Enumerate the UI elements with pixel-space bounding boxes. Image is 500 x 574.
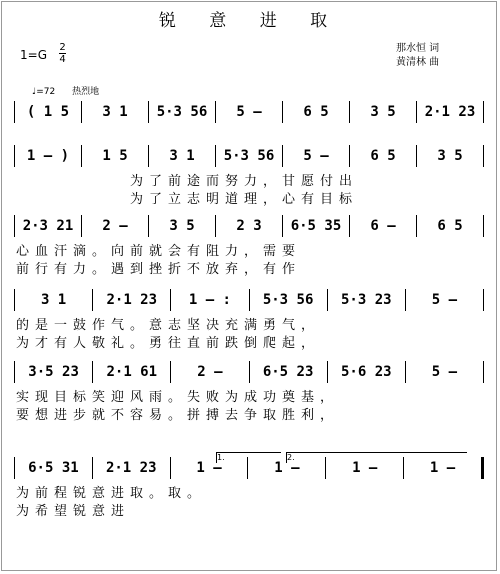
measure: 3 1: [102, 104, 128, 120]
lyric-line: 要想进步就不容易。拼搏去争取胜利，: [16, 408, 340, 423]
measure: 1 – ): [26, 148, 70, 164]
measure: 5·3 56: [262, 292, 314, 308]
volta-second: [286, 452, 467, 463]
measure: 5 –: [431, 292, 458, 308]
measure: 1 – :: [188, 292, 231, 308]
measure: ( 1 5: [26, 104, 70, 120]
notation-line: [14, 100, 484, 124]
notation-line: [14, 144, 484, 168]
volta-second-label: 2.: [287, 453, 295, 462]
measure: 6 5: [370, 148, 396, 164]
composer-credit: 黄清林 曲: [396, 57, 440, 68]
measure: 2 3: [236, 218, 262, 234]
barline: [483, 361, 484, 383]
measure: 5 –: [236, 104, 262, 120]
credits: [396, 42, 439, 70]
measure: 6·5 35: [290, 218, 342, 234]
measure: 5·6 23: [340, 364, 392, 380]
measure: 5·3 56: [223, 148, 275, 164]
time-top: 2: [59, 42, 66, 53]
tempo-mark: ♩=72: [32, 87, 56, 97]
measure: 3 1: [169, 148, 195, 164]
measure: 2·3 21: [22, 218, 74, 234]
score-row: [14, 214, 484, 238]
volta-first-label: 1.: [217, 453, 225, 462]
lyric-line: 为了立志明道理，心有目标: [130, 192, 359, 207]
measure: 6·5 23: [262, 364, 314, 380]
lyric-line: 为希望锐意进: [16, 504, 131, 519]
measure: 3 5: [437, 148, 463, 164]
measure: 2·1 23: [105, 460, 157, 476]
song-title: 锐 意 进 取: [158, 11, 342, 31]
measure: 1 –: [352, 460, 378, 476]
measure: 2 –: [197, 364, 223, 380]
measure: 5 –: [303, 148, 329, 164]
time-signature: [59, 43, 66, 64]
measure: 3 5: [169, 218, 195, 234]
lyric-line: 为前程锐意进取。取。: [16, 486, 207, 501]
barline: [483, 101, 484, 123]
measure: 2·1 23: [106, 292, 158, 308]
barline: [483, 289, 484, 311]
measure: 6 –: [370, 218, 396, 234]
measure: 5·3 56: [156, 104, 208, 120]
measure: 3 1: [40, 292, 67, 308]
tempo-marking: [32, 84, 99, 97]
measure: 2·1 23: [424, 104, 476, 120]
measure: 2 –: [102, 218, 128, 234]
measure: 6 5: [437, 218, 463, 234]
measure: 6·5 31: [28, 460, 79, 476]
lyric-line: 的是一鼓作气。意志坚决充满勇气，: [16, 318, 321, 333]
score-row: [14, 360, 484, 384]
expression-mark: 热烈地: [72, 87, 100, 97]
measure: 6 5: [303, 104, 329, 120]
score-row: [14, 144, 484, 168]
measure: 1 –: [429, 460, 456, 476]
barline: [481, 457, 484, 479]
key-signature: 1=G: [20, 48, 47, 62]
lyric-line: 实现目标笑迎风雨。失败为成功奠基，: [16, 390, 340, 405]
lyric-line: 心血汗滴。向前就会有阻力，需要: [16, 244, 302, 259]
score-row: [14, 288, 484, 312]
notation-line: [14, 288, 484, 312]
lyric-line: 为才有人敬礼。勇往直前跌倒爬起，: [16, 336, 321, 351]
measure: 3 5: [370, 104, 396, 120]
measure: 5 –: [431, 364, 458, 380]
measure: 1 5: [102, 148, 128, 164]
notation-line: [14, 360, 484, 384]
barline: [483, 145, 484, 167]
measure: 3·5 23: [28, 364, 79, 380]
lyric-line: 前行有力。遇到挫折不放弃，有作: [16, 262, 302, 277]
volta-first: [216, 452, 281, 463]
measure: 2·1 61: [106, 364, 158, 380]
measure: 1 –: [274, 460, 300, 476]
score-row: [14, 100, 484, 124]
measure: 1 –: [196, 460, 222, 476]
notation-line: [14, 214, 484, 238]
lyricist-credit: 那水恒 词: [396, 43, 440, 54]
barline: [483, 215, 484, 237]
lyric-line: 为了前途而努力，甘愿付出: [130, 174, 359, 189]
time-bottom: 4: [59, 54, 66, 65]
measure: 5·3 23: [340, 292, 392, 308]
